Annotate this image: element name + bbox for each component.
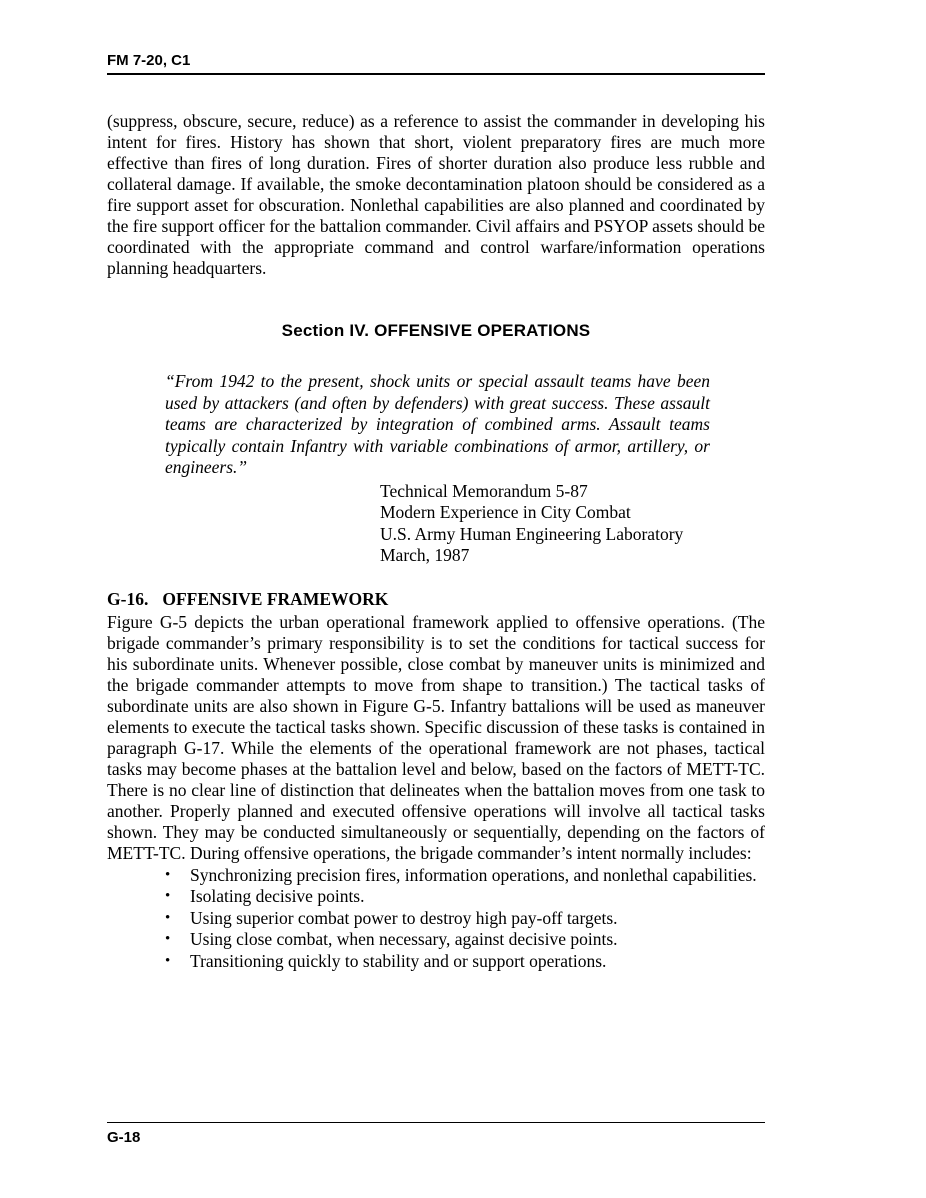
attribution-line: March, 1987	[380, 545, 470, 565]
bullet-list	[107, 865, 765, 973]
list-item	[107, 908, 765, 930]
attribution-line: U.S. Army Human Engineering Laboratory	[380, 523, 684, 544]
page-content	[107, 0, 765, 972]
attribution-line: Modern Experience in City Combat	[380, 502, 631, 522]
block-quote: “From 1942 to the present, shock units or special assault teams have been used by attackers (and often by defenders) with great success. These assault teams are characterized by integration of combined arms. Assault teams typically contain Infantry with variable combinations of armor, artillery, or engineers.”	[165, 371, 710, 477]
bullet-icon: •	[165, 952, 171, 969]
list-item-text: Synchronizing precision fires, information operations, and nonlethal capabilities.	[190, 864, 757, 885]
paragraph-title: OFFENSIVE FRAMEWORK	[162, 588, 389, 609]
list-item	[107, 951, 765, 973]
header-document-id: FM 7-20, C1	[107, 52, 191, 69]
g16-body-paragraph: Figure G-5 depicts the urban operational framework applied to offensive operations. (The brigade commander’s primary responsibility is to set the conditions for tactical success for his subordinate units. Whenever possible, close combat by maneuver units is minimized and the brigade commander attempts to move from shape to transition.) The tactical tasks of subordinate units are also shown in Figure G-5. Infantry battalions will be used as maneuver elements to execute the tactical tasks shown. Specific discussion of these tasks is contained in paragraph G-17. While the elements of the operational framework are not phases, tactical tasks may become phases at the battalion level and below, based on the factors of METT-TC. There is no clear line of distinction that delineates when the battalion moves from one task to another. Properly planned and executed offensive operations will involve all tactical tasks shown. They may be conducted simultaneously or sequentially, depending on the factors of METT-TC. During offensive operations, the brigade commander’s intent normally includes:	[107, 611, 765, 863]
footer-page-number: G-18	[107, 1129, 141, 1146]
attribution-line: Technical Memorandum 5-87	[380, 480, 588, 501]
quote-attribution	[380, 481, 765, 567]
list-item-text: Using superior combat power to destroy high pay-off targets.	[190, 907, 618, 928]
list-item-text: Using close combat, when necessary, against decisive points.	[190, 929, 618, 949]
intro-paragraph: (suppress, obscure, secure, reduce) as a reference to assist the commander in developing his intent for fires. History has shown that short, violent preparatory fires are much more effective than fires of long duration. Fires of shorter duration also produce less rubble and collateral damage. If available, the smoke decontamination platoon should be considered as a fire support asset for obscuration. Nonlethal capabilities are also planned and coordinated by the fire support officer for the battalion commander. Civil affairs and PSYOP assets should be coordinated with the appropriate command and control warfare/information operations planning headquarters.	[107, 111, 765, 278]
bullet-icon: •	[165, 909, 171, 926]
paragraph-heading	[107, 589, 765, 610]
list-item	[107, 929, 765, 951]
paragraph-number: G-16.	[107, 588, 149, 609]
page-footer	[107, 1122, 765, 1146]
list-item-text: Transitioning quickly to stability and or support operations.	[190, 950, 607, 971]
section-heading: Section IV. OFFENSIVE OPERATIONS	[281, 321, 591, 340]
page-header	[107, 52, 765, 75]
list-item	[107, 865, 765, 887]
bullet-icon: •	[165, 866, 171, 883]
bullet-icon: •	[165, 888, 171, 904]
bullet-icon: •	[165, 931, 171, 947]
list-item-text: Isolating decisive points.	[190, 886, 365, 906]
list-item	[107, 886, 765, 908]
